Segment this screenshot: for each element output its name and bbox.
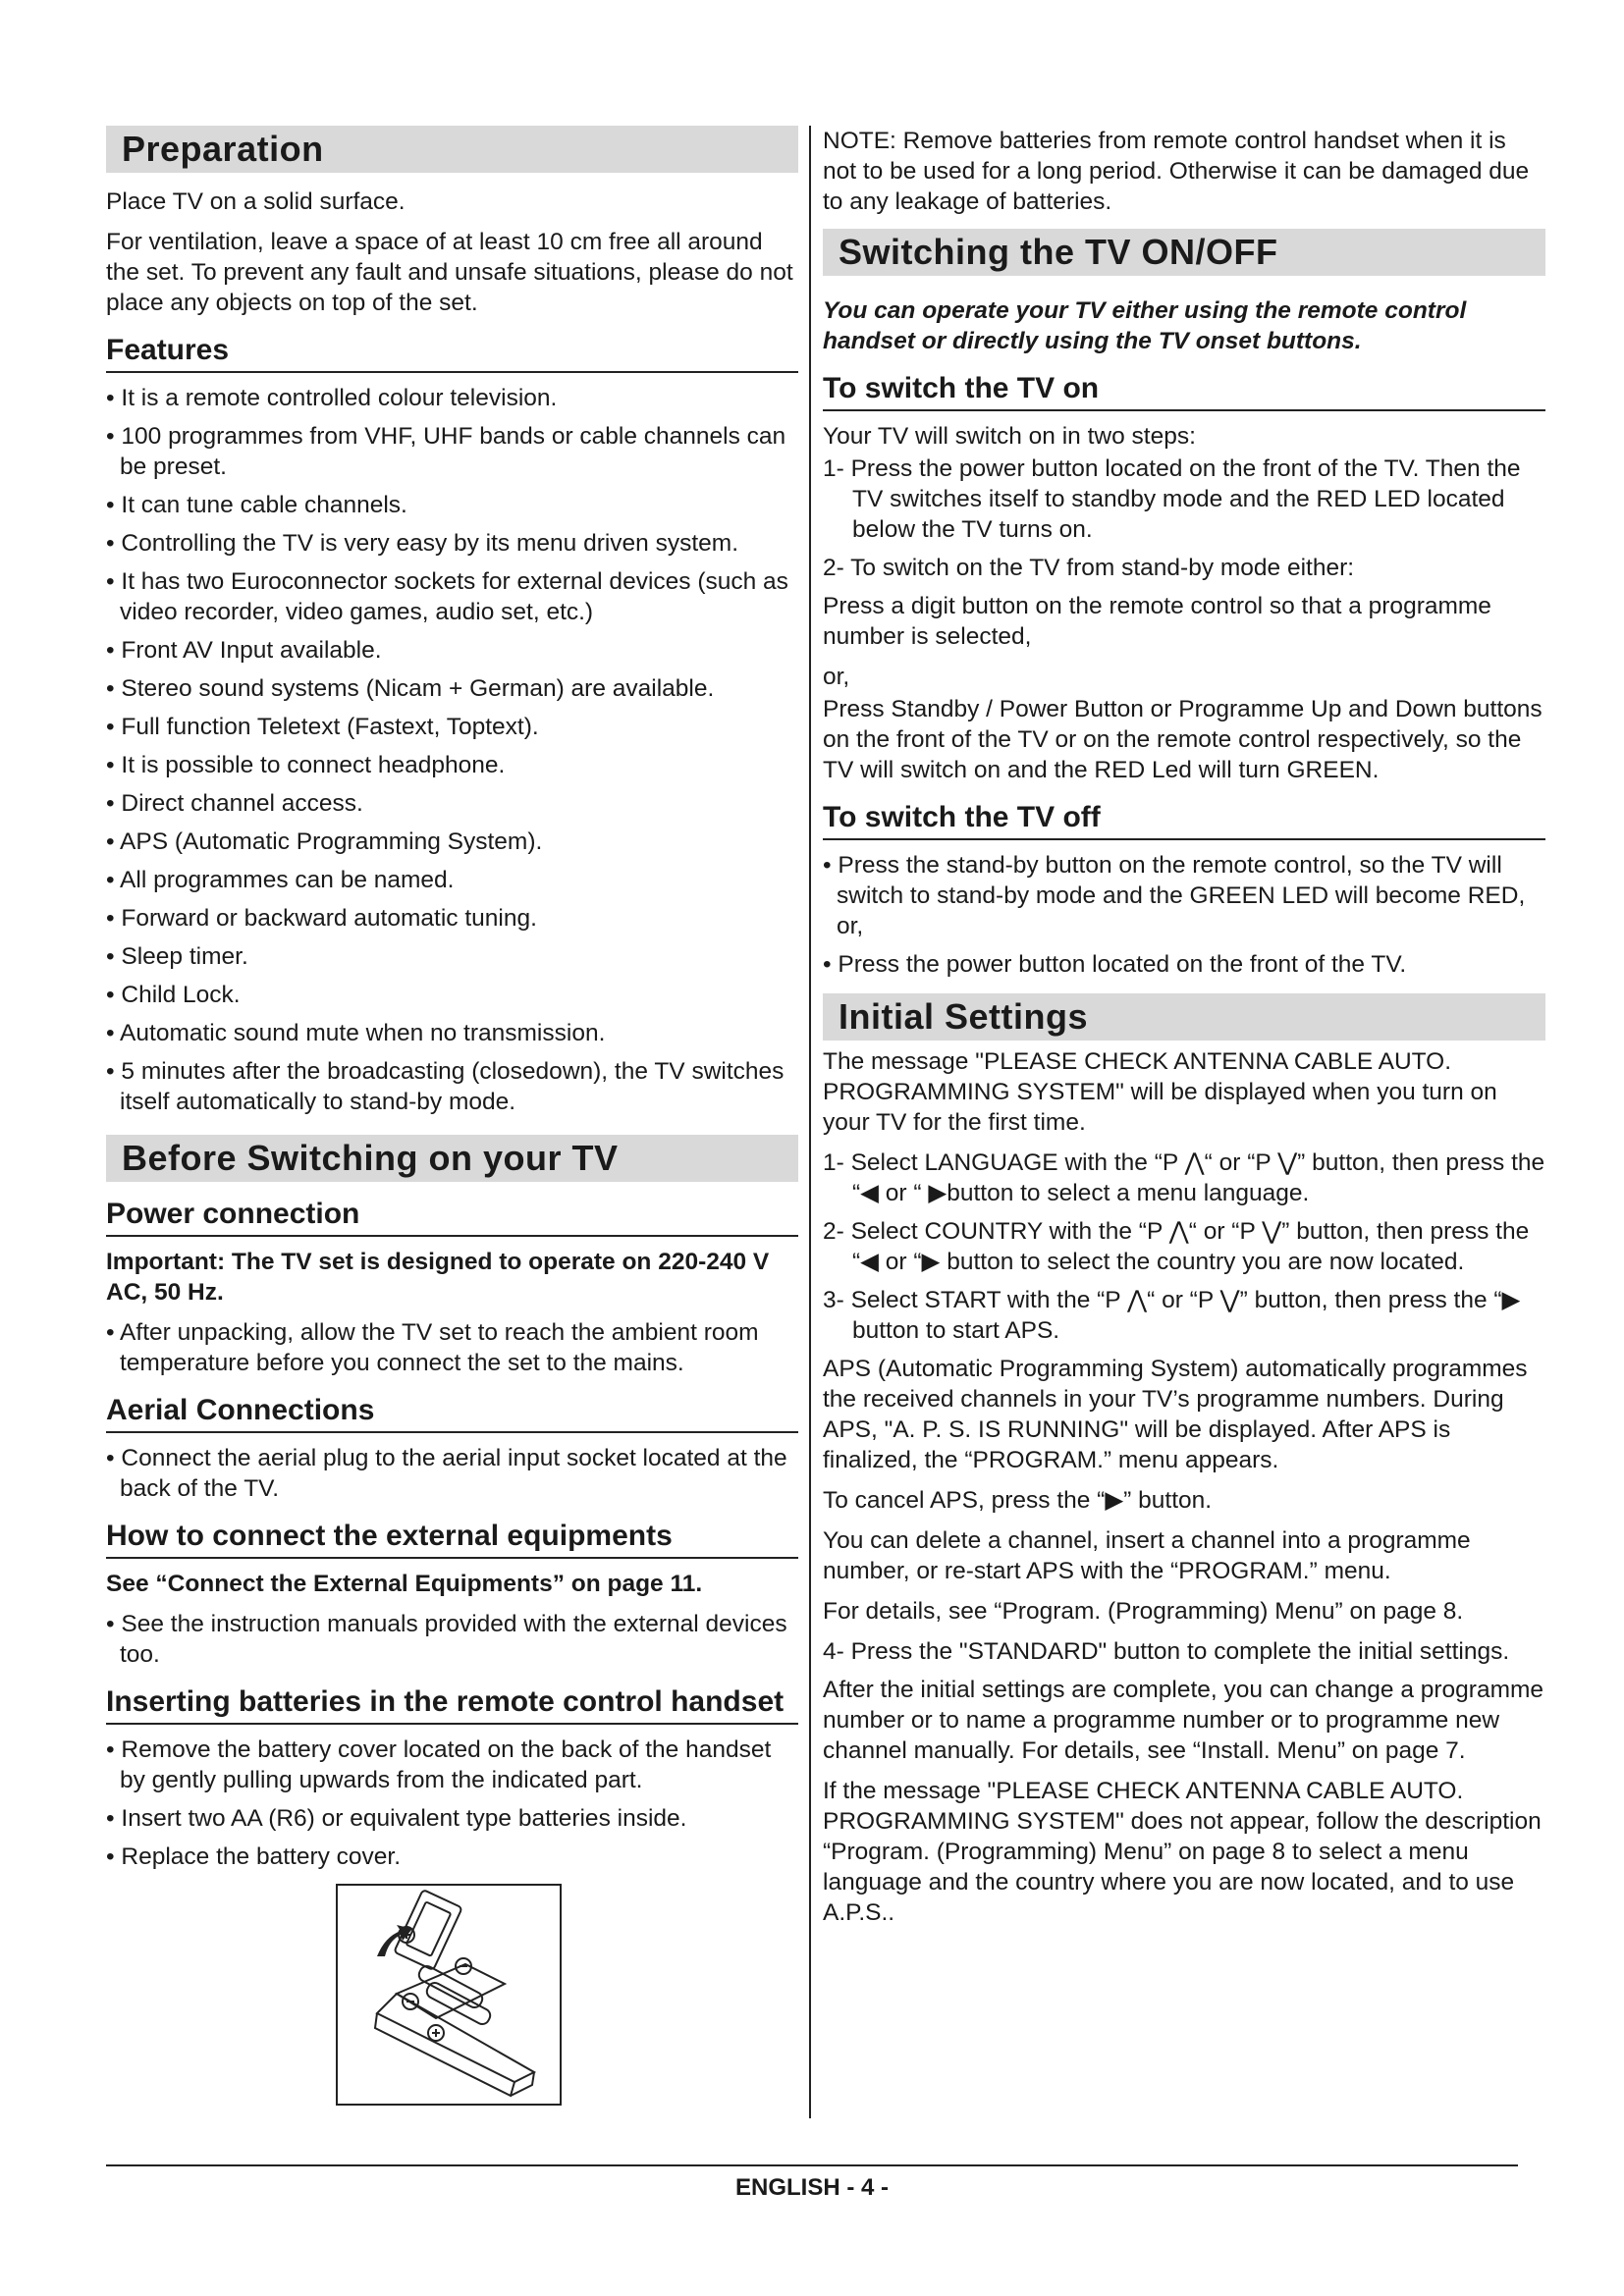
external-see-reference: See “Connect the External Equipments” on page 11. — [106, 1571, 703, 1597]
external-list — [106, 1609, 798, 1670]
power-important-note: Important: The TV set is designed to operate on 220-240 V AC, 50 Hz. — [106, 1249, 770, 1306]
section-banner-switching: Switching the TV ON/OFF — [823, 229, 1545, 276]
switching-intro: You can operate your TV either using the remote control handset or directly using the TV onset buttons. — [823, 297, 1467, 354]
page-footer: ENGLISH - 4 - — [734, 2174, 889, 2201]
list-item: • Full function Teletext (Fastext, Toptext). — [106, 712, 798, 742]
subheading-inserting-batteries: Inserting batteries in the remote control handset — [106, 1685, 798, 1725]
switch-on-steps — [823, 454, 1545, 583]
section-banner-preparation: Preparation — [106, 126, 798, 173]
list-item: 4- Press the "STANDARD" button to complete the initial settings. — [823, 1638, 1510, 1665]
switch-on-paragraph-2: Press a digit button on the remote control so that a programme number is selected, — [823, 593, 1491, 650]
initial-paragraph-4: You can delete a channel, insert a channel into a programme number, or re-start APS with the “PROGRAM.” menu. — [823, 1527, 1471, 1584]
list-item: • All programmes can be named. — [106, 865, 798, 895]
list-item: • Insert two AA (R6) or equivalent type batteries inside. — [106, 1803, 798, 1834]
initial-steps — [823, 1148, 1545, 1346]
list-item: • It is possible to connect headphone. — [106, 750, 798, 780]
preparation-paragraph-2: For ventilation, leave a space of at least 10 cm free all around the set. To prevent any fault and unsafe situations, please do not place any objects on top of the set. — [106, 229, 793, 316]
list-item: • It has two Euroconnector sockets for external devices (such as video recorder, video games, audio set, etc.) — [106, 566, 798, 627]
list-item: • APS (Automatic Programming System). — [106, 827, 798, 857]
list-item: • Child Lock. — [106, 980, 798, 1010]
battery-note: NOTE: Remove batteries from remote control handset when it is not to be used for a long period. Otherwise it can be damaged due to any leakage of batteries. — [823, 128, 1530, 215]
list-item: • It is a remote controlled colour television. — [106, 383, 798, 413]
list-item: • Stereo sound systems (Nicam + German) are available. — [106, 673, 798, 704]
column-divider — [809, 126, 811, 2118]
list-item: • Controlling the TV is very easy by its menu driven system. — [106, 528, 798, 559]
initial-paragraph-2: APS (Automatic Programming System) automatically programmes the received channels in your TV’s programme numbers. During APS, "A. P. S. IS RUNNING" will be displayed. After APS is finalized, the “PROGRAM.” menu appears. — [823, 1356, 1528, 1473]
switch-on-or: or, — [823, 664, 850, 690]
list-item: • Replace the battery cover. — [106, 1842, 798, 1872]
subheading-external-equipments: How to connect the external equipments — [106, 1520, 798, 1559]
initial-step-4 — [823, 1636, 1545, 1667]
list-item: • Press the stand-by button on the remote control, so the TV will switch to stand-by mode and the GREEN LED will become RED, or, — [823, 850, 1545, 941]
initial-paragraph-7: If the message "PLEASE CHECK ANTENNA CABLE AUTO. PROGRAMMING SYSTEM" does not appear, follow the description “Program. (Programming) Menu” on page 8 to select a menu language and the country where you are now located, and to use A.P.S.. — [823, 1778, 1542, 1926]
list-item: • 100 programmes from VHF, UHF bands or cable channels can be preset. — [106, 421, 798, 482]
subheading-switch-off: To switch the TV off — [823, 801, 1545, 840]
list-item: 3- Select START with the “P ⋀“ or “P ⋁” button, then press the “▶ button to start APS. — [823, 1287, 1521, 1344]
subheading-power-connection: Power connection — [106, 1198, 798, 1237]
list-item: • Press the power button located on the front of the TV. — [823, 949, 1545, 980]
subheading-aerial-connections: Aerial Connections — [106, 1394, 798, 1433]
list-item: 1- Press the power button located on the front of the TV. Then the TV switches itself to standby mode and the RED LED located below the TV turns on. — [823, 455, 1521, 543]
list-item: • Front AV Input available. — [106, 635, 798, 666]
list-item: 2- Select COUNTRY with the “P ⋀“ or “P ⋁” button, then press the “◀ or “▶ button to select the country you are now located. — [823, 1218, 1530, 1275]
list-item: 2- To switch on the TV from stand-by mode either: — [823, 555, 1355, 581]
subheading-features: Features — [106, 334, 798, 373]
remote-battery-illustration — [336, 1884, 562, 2106]
subheading-switch-on: To switch the TV on — [823, 372, 1545, 411]
power-list — [106, 1317, 798, 1378]
list-item: • 5 minutes after the broadcasting (closedown), the TV switches itself automatically to stand-by mode. — [106, 1056, 798, 1117]
switch-off-list — [823, 850, 1545, 980]
list-item: • After unpacking, allow the TV set to reach the ambient room temperature before you connect the set to the mains. — [106, 1317, 798, 1378]
switch-on-paragraph-3: Press Standby / Power Button or Programme Up and Down buttons on the front of the TV or on the remote control respectively, so the TV will switch on and the RED Led will turn GREEN. — [823, 696, 1543, 783]
section-banner-initial-settings: Initial Settings — [823, 993, 1545, 1041]
list-item: • It can tune cable channels. — [106, 490, 798, 520]
initial-paragraph-1: The message "PLEASE CHECK ANTENNA CABLE AUTO. PROGRAMMING SYSTEM" will be displayed when you turn on your TV for the first time. — [823, 1048, 1497, 1136]
list-item: • Sleep timer. — [106, 941, 798, 972]
aerial-list — [106, 1443, 798, 1504]
initial-paragraph-6: After the initial settings are complete, you can change a programme number or to name a programme number or to programme new channel manually. For details, see “Install. Menu” on page 7. — [823, 1677, 1544, 1764]
remote-control-icon — [338, 1886, 560, 2104]
preparation-paragraph-1: Place TV on a solid surface. — [106, 188, 406, 215]
batteries-list — [106, 1735, 798, 1872]
initial-paragraph-3: To cancel APS, press the “▶” button. — [823, 1487, 1213, 1514]
switch-on-paragraph-1: Your TV will switch on in two steps: — [823, 423, 1196, 450]
list-item: • Remove the battery cover located on the back of the handset by gently pulling upwards from the indicated part. — [106, 1735, 798, 1795]
list-item: • See the instruction manuals provided with the external devices too. — [106, 1609, 798, 1670]
initial-paragraph-5: For details, see “Program. (Programming) Menu” on page 8. — [823, 1598, 1464, 1625]
list-item: • Forward or backward automatic tuning. — [106, 903, 798, 934]
list-item: • Connect the aerial plug to the aerial input socket located at the back of the TV. — [106, 1443, 798, 1504]
features-list — [106, 383, 798, 1117]
footer-rule — [106, 2164, 1518, 2166]
section-banner-before-switching: Before Switching on your TV — [106, 1135, 798, 1182]
list-item: 1- Select LANGUAGE with the “P ⋀“ or “P ⋁” button, then press the “◀ or “ ▶button to select a menu language. — [823, 1149, 1545, 1206]
left-column — [106, 126, 798, 2106]
list-item: • Automatic sound mute when no transmission. — [106, 1018, 798, 1048]
list-item: • Direct channel access. — [106, 788, 798, 819]
right-column — [823, 126, 1545, 1938]
